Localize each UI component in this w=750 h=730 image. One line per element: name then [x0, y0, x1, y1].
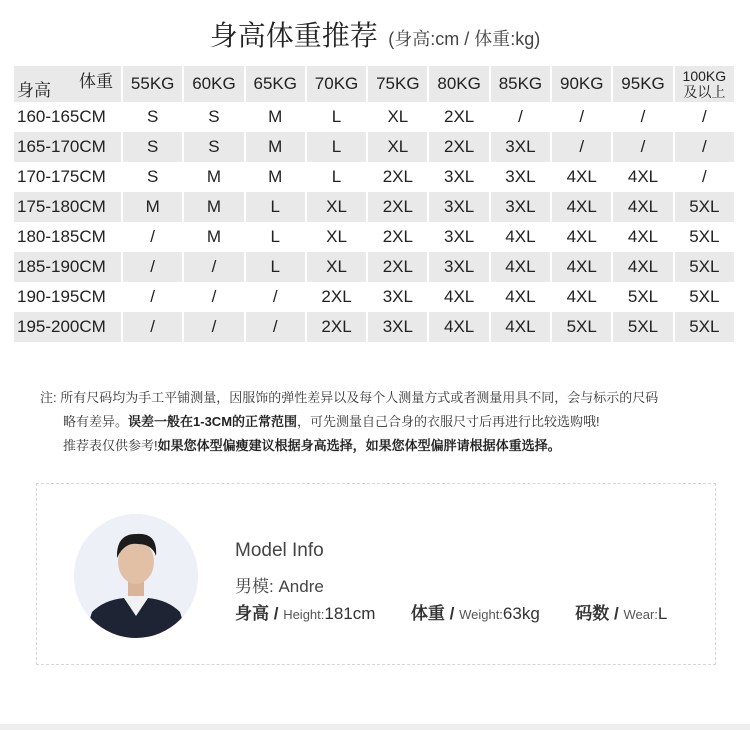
size-cell: 3XL	[490, 162, 551, 192]
table-row	[14, 252, 735, 282]
weight-header	[674, 66, 735, 102]
size-cell: XL	[367, 132, 428, 162]
size-cell: 2XL	[367, 162, 428, 192]
table-row	[14, 162, 735, 192]
size-cell: M	[122, 192, 183, 222]
size-cell: M	[183, 162, 244, 192]
size-cell: 4XL	[490, 282, 551, 312]
size-cell: /	[122, 312, 183, 342]
unit-note: (身高:cm / 体重:kg)	[388, 29, 541, 49]
wear-label: 码数 /	[575, 604, 619, 623]
size-cell: L	[245, 222, 306, 252]
size-cell: 4XL	[551, 252, 612, 282]
size-cell: 4XL	[490, 252, 551, 282]
size-cell: 2XL	[306, 312, 367, 342]
size-cell: 2XL	[428, 132, 489, 162]
weight-header: 90KG	[551, 66, 612, 102]
size-cell: 5XL	[674, 312, 735, 342]
size-cell: /	[674, 132, 735, 162]
model-avatar	[74, 514, 198, 638]
height-range-cell: 175-180CM	[14, 192, 122, 222]
note-line-2	[40, 410, 720, 434]
size-cell: /	[551, 132, 612, 162]
size-cell: M	[245, 102, 306, 132]
table-row	[14, 222, 735, 252]
model-portrait-icon	[74, 514, 198, 638]
size-cell: 4XL	[551, 282, 612, 312]
size-cell: 5XL	[551, 312, 612, 342]
size-cell: 5XL	[612, 282, 673, 312]
size-cell: 4XL	[428, 282, 489, 312]
weight-header-line: 及以上	[683, 84, 726, 100]
note-emphasis: 如果您体型偏瘦建议根据身高选择，如果您体型偏胖请根据体重选择。	[157, 438, 561, 453]
wear-value: L	[657, 604, 668, 623]
size-cell: 2XL	[306, 282, 367, 312]
height-range-cell: 185-190CM	[14, 252, 122, 282]
size-cell: 5XL	[674, 282, 735, 312]
size-cell: 4XL	[428, 312, 489, 342]
weight-value: 63kg	[502, 604, 540, 623]
size-cell: M	[245, 162, 306, 192]
size-cell: /	[183, 282, 244, 312]
size-cell: 3XL	[428, 192, 489, 222]
note-emphasis: 误差一般在1-3CM的正常范围	[128, 414, 298, 429]
chart-title	[0, 14, 750, 54]
model-stats	[235, 599, 667, 624]
size-chart-table	[14, 66, 736, 342]
size-cell: 5XL	[674, 222, 735, 252]
height-range-cell: 195-200CM	[14, 312, 122, 342]
size-cell: 4XL	[490, 312, 551, 342]
header-row	[14, 66, 735, 102]
weight-header: 95KG	[612, 66, 673, 102]
height-range-cell: 180-185CM	[14, 222, 122, 252]
note-text: ，可先测量自己合身的衣服尺寸后再进行比较选购哦!	[297, 414, 600, 429]
size-cell: /	[122, 222, 183, 252]
note-line-1: 注: 所有尺码均为手工平铺测量，因服饰的弹性差异以及每个人测量方式或者测量用具不同，会与标示的尺码	[40, 390, 659, 405]
size-cell: /	[183, 252, 244, 282]
weight-header: 85KG	[490, 66, 551, 102]
size-cell: M	[245, 132, 306, 162]
size-cell: /	[122, 282, 183, 312]
size-cell: XL	[306, 222, 367, 252]
table-row	[14, 312, 735, 342]
size-cell: 3XL	[490, 192, 551, 222]
size-cell: /	[245, 282, 306, 312]
height-value: 181cm	[324, 604, 376, 623]
table-row	[14, 102, 735, 132]
size-cell: 4XL	[612, 252, 673, 282]
size-cell: L	[245, 252, 306, 282]
size-cell: /	[122, 252, 183, 282]
model-info-card	[36, 483, 716, 665]
size-cell: /	[183, 312, 244, 342]
size-cell: L	[306, 162, 367, 192]
note-line-3	[40, 434, 720, 458]
size-cell: L	[245, 192, 306, 222]
size-cell: 2XL	[367, 222, 428, 252]
size-cell: S	[183, 132, 244, 162]
weight-label: 体重 /	[410, 604, 455, 623]
size-cell: 5XL	[612, 312, 673, 342]
corner-cell	[14, 66, 122, 102]
note-text: 略有差异。	[63, 414, 129, 429]
size-cell: 5XL	[674, 252, 735, 282]
size-cell: 4XL	[612, 222, 673, 252]
height-range-cell: 190-195CM	[14, 282, 122, 312]
height-label: 身高 /	[235, 604, 279, 623]
table-row	[14, 192, 735, 222]
height-axis-label: 身高	[17, 81, 51, 100]
size-cell: /	[612, 102, 673, 132]
size-chart-body	[14, 66, 735, 342]
size-cell: S	[183, 102, 244, 132]
size-cell: S	[122, 102, 183, 132]
weight-header: 70KG	[306, 66, 367, 102]
size-cell: 3XL	[428, 252, 489, 282]
size-cell: 3XL	[428, 222, 489, 252]
size-cell: L	[306, 102, 367, 132]
footer-divider	[0, 724, 750, 730]
size-cell: 3XL	[490, 132, 551, 162]
size-cell: 3XL	[367, 282, 428, 312]
size-cell: /	[245, 312, 306, 342]
size-cell: /	[674, 102, 735, 132]
size-cell: 4XL	[612, 162, 673, 192]
table-row	[14, 282, 735, 312]
weight-header: 55KG	[122, 66, 183, 102]
size-cell: /	[551, 102, 612, 132]
weight-sublabel: Weight:	[459, 607, 503, 622]
weight-header-line: 100KG	[682, 68, 727, 84]
weight-header-multiline	[683, 66, 727, 100]
size-cell: S	[122, 162, 183, 192]
weight-axis-label: 体重	[79, 72, 113, 91]
size-cell: XL	[367, 102, 428, 132]
size-cell: 4XL	[612, 192, 673, 222]
size-cell: 4XL	[551, 222, 612, 252]
size-notes	[40, 386, 720, 458]
size-cell: M	[183, 192, 244, 222]
size-cell: S	[122, 132, 183, 162]
page-title: 身高体重推荐	[209, 20, 378, 51]
size-cell: M	[183, 222, 244, 252]
weight-header: 80KG	[428, 66, 489, 102]
size-cell: 2XL	[367, 252, 428, 282]
height-range-cell: 160-165CM	[14, 102, 122, 132]
model-name: 男模: Andre	[235, 577, 324, 596]
note-text: 推荐表仅供参考!	[63, 438, 158, 453]
size-cell: XL	[306, 252, 367, 282]
size-cell: 5XL	[674, 192, 735, 222]
size-cell: 2XL	[367, 192, 428, 222]
height-sublabel: Height:	[283, 607, 325, 622]
weight-header: 75KG	[367, 66, 428, 102]
size-cell: 3XL	[428, 162, 489, 192]
weight-header: 65KG	[245, 66, 306, 102]
size-cell: 4XL	[490, 222, 551, 252]
size-cell: 4XL	[551, 192, 612, 222]
height-range-cell: 165-170CM	[14, 132, 122, 162]
height-range-cell: 170-175CM	[14, 162, 122, 192]
model-info-title: Model Info	[235, 540, 324, 561]
size-cell: 3XL	[367, 312, 428, 342]
size-cell: /	[490, 102, 551, 132]
size-cell: L	[306, 132, 367, 162]
weight-header: 60KG	[183, 66, 244, 102]
size-cell: 2XL	[428, 102, 489, 132]
size-cell: 4XL	[551, 162, 612, 192]
wear-sublabel: Wear:	[623, 607, 658, 622]
size-cell: /	[674, 162, 735, 192]
table-row	[14, 132, 735, 162]
size-cell: XL	[306, 192, 367, 222]
size-cell: /	[612, 132, 673, 162]
